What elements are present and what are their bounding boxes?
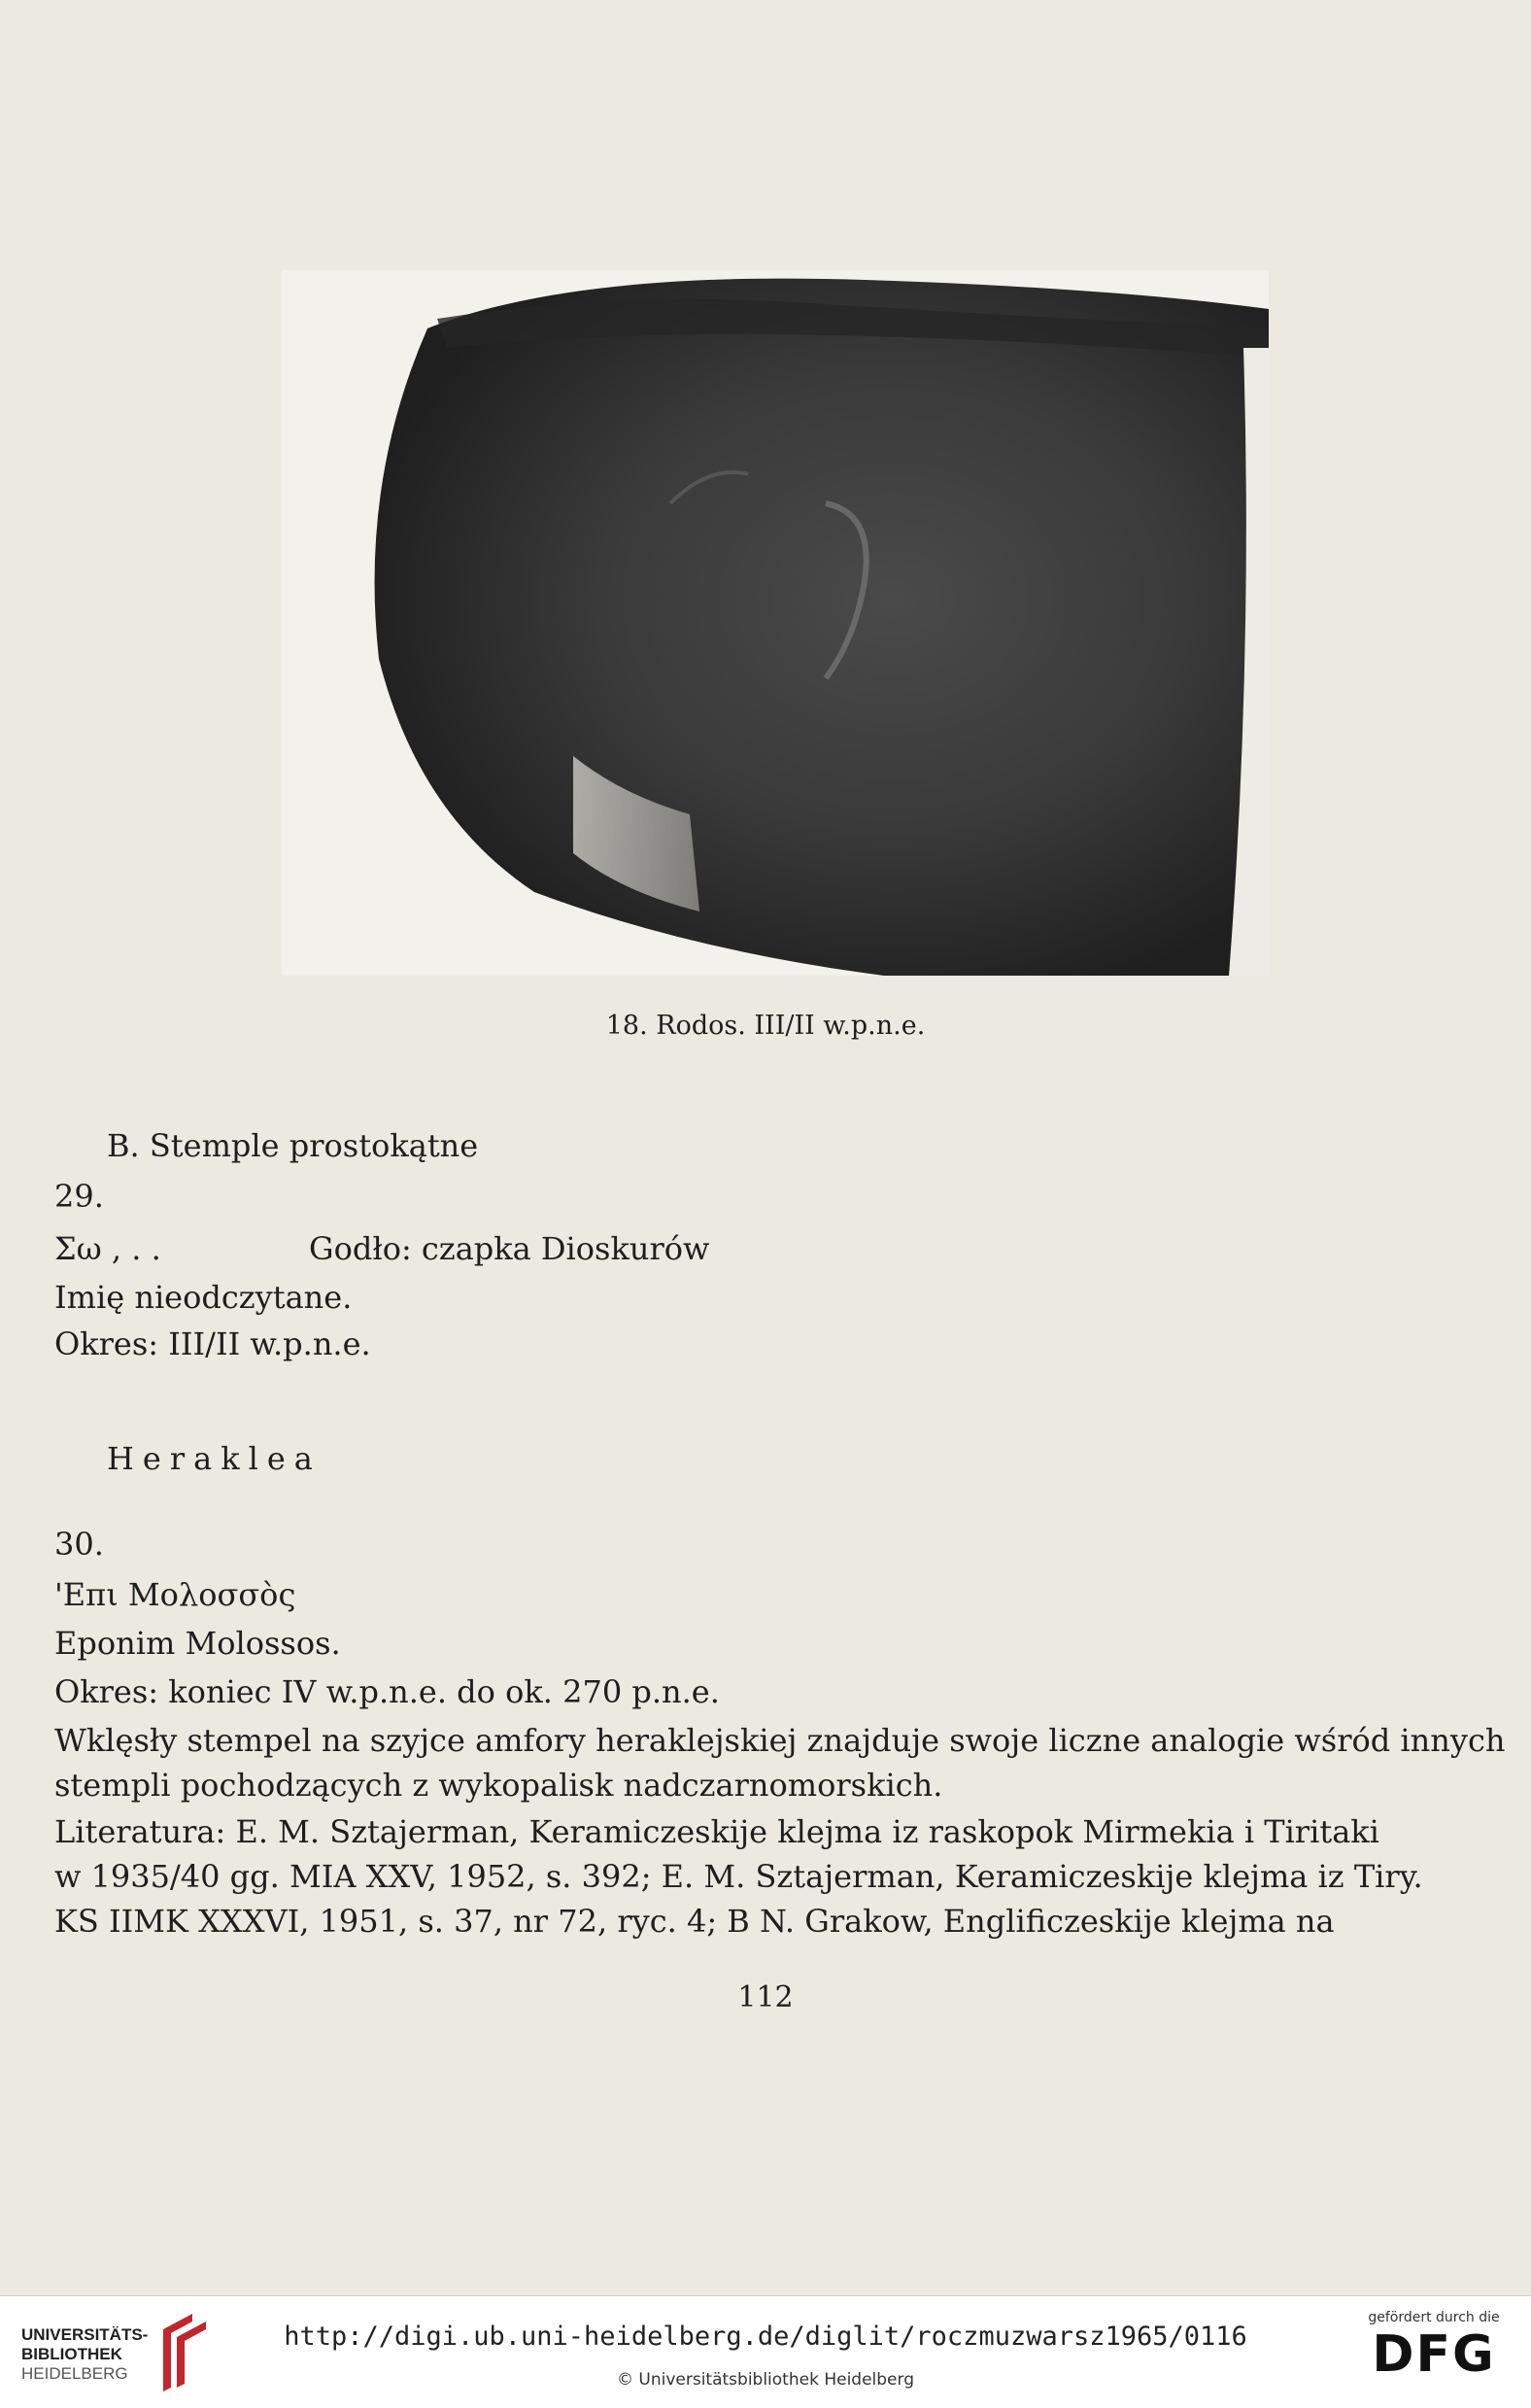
entry-30-eponym: Eponim Molossos. <box>54 1625 341 1662</box>
library-name-line: BIBLIOTHEK <box>21 2345 122 2363</box>
sponsor-label: gefördert durch die <box>1368 2310 1500 2325</box>
section-b-heading: B. Stemple prostokątne <box>107 1127 479 1164</box>
entry-29-number: 29. <box>54 1178 104 1215</box>
entry-30-stamp-text: 'Επι Μολοσσὸς <box>54 1576 296 1613</box>
dfg-logo-icon: DFG <box>1372 2325 1496 2384</box>
entry-29-stamp-text: Σω , . . <box>54 1230 161 1267</box>
entry-29-name-note: Imię nieodczytane. <box>54 1279 353 1316</box>
entry-30-period: Okres: koniec IV w.p.n.e. do ok. 270 p.n.e. <box>54 1673 720 1710</box>
library-name-line: UNIVERSITÄTS- <box>21 2325 149 2344</box>
entry-30-number: 30. <box>54 1526 104 1563</box>
description-line: Wklęsły stempel na szyjce amfory heraklejskiej znajduje swoje liczne analogie wśród innych <box>54 1722 1506 1759</box>
description-line: stempli pochodzących z wykopalisk nadczarnomorskich. <box>54 1767 943 1804</box>
figure-caption: 18. Rodos. III/II w.p.n.e. <box>605 1011 926 1041</box>
literature-line: Literatura: E. M. Sztajerman, Keramiczeskije klejma iz raskopok Mirmekia i Tiritaki <box>54 1813 1379 1850</box>
amphora-stamp-photo <box>282 270 1269 976</box>
entry-29-emblem: Godło: czapka Dioskurów <box>309 1230 710 1267</box>
footer-bar <box>0 2295 1531 2408</box>
literature-line: KS IIMK XXXVI, 1951, s. 37, nr 72, ryc. 4; B N. Grakow, Englificzeskije klejma na <box>54 1903 1335 1940</box>
entry-29-period: Okres: III/II w.p.n.e. <box>54 1325 371 1362</box>
sponsor-block <box>1356 2310 1512 2384</box>
heraklea-heading: Heraklea <box>107 1440 322 1477</box>
copyright-notice: © Universitätsbibliothek Heidelberg <box>616 2370 914 2390</box>
library-name-line: HEIDELBERG <box>21 2364 128 2383</box>
page-number: 112 <box>737 1980 794 2014</box>
source-url-link[interactable]: http://digi.ub.uni-heidelberg.de/diglit/roczmuzwarsz1965/0116 <box>284 2322 1247 2352</box>
literature-line: w 1935/40 gg. MIA XXV, 1952, s. 392; E. M. Sztajerman, Keramiczeskije klejma iz Tiry. <box>54 1858 1423 1895</box>
